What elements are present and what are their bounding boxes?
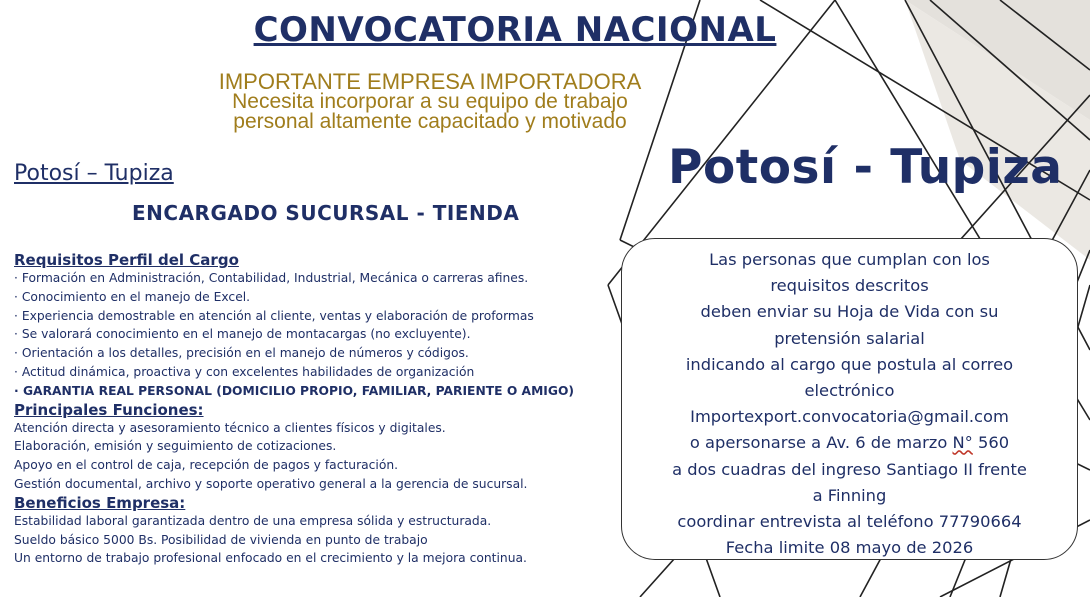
requirement-item: · Actitud dinámica, proactiva y con excelentes habilidades de organización [14, 363, 604, 382]
contact-email[interactable]: Importexport.convocatoria@gmail.com [690, 407, 1009, 427]
function-item: Apoyo en el control de caja, recepción de pagos y facturación. [14, 458, 399, 473]
benefit-item: Sueldo básico 5000 Bs. Posibilidad de vivienda en punto de trabajo [14, 532, 428, 547]
number-sign: N° [952, 433, 973, 453]
company-line-1: IMPORTANTE EMPRESA IMPORTADORA [218, 69, 642, 94]
function-item: Elaboración, emisión y seguimiento de cotizaciones. [14, 439, 337, 454]
company-line-3: personal altamente capacitado y motivado [233, 110, 627, 133]
function-item: Atención directa y asesoramiento técnico a clientes físicos y digitales. [14, 420, 446, 435]
job-title: ENCARGADO SUCURSAL - TIENDA [132, 201, 520, 225]
benefits-heading: Beneficios Empresa: [14, 493, 186, 512]
deadline: Fecha limite 08 mayo de 2026 [725, 538, 974, 558]
benefit-item: Un entorno de trabajo profesional enfocado en el crecimiento y la mejora continua. [14, 551, 527, 566]
page-title: CONVOCATORIA NACIONAL [253, 10, 777, 50]
location-label: Potosí – Tupiza [14, 161, 174, 186]
contact-phone: coordinar entrevista al teléfono 77790664 [677, 512, 1022, 532]
company-intro [170, 69, 690, 133]
job-details [14, 251, 604, 568]
info-line: Las personas que cumplan con los [709, 250, 990, 269]
info-line: requisitos descritos [770, 276, 929, 296]
address-prefix: o apersonarse a Av. 6 de marzo [689, 433, 953, 453]
requirement-item: · Se valorará conocimiento en el manejo de montacargas (no excluyente). [14, 325, 604, 344]
location-headline: Potosí - Tupiza [668, 140, 1063, 195]
requirement-item: · Experiencia demostrable en atención al cliente, ventas y elaboración de proformas [14, 307, 604, 326]
function-item: Gestión documental, archivo y soporte operativo general a la gerencia de sucursal. [14, 476, 528, 491]
requirements-heading: Requisitos Perfil del Cargo [14, 251, 239, 269]
benefit-item: Estabilidad laboral garantizada dentro de una empresa sólida y estructurada. [14, 513, 492, 528]
application-info-box [621, 238, 1078, 560]
requirement-item: · Conocimiento en el manejo de Excel. [14, 288, 604, 307]
requirement-item: · Orientación a los detalles, precisión en el manejo de números y códigos. [14, 344, 604, 363]
info-line: a dos cuadras del ingreso Santiago II frente [672, 459, 1027, 479]
info-line: indicando al cargo que postula al correo [685, 354, 1014, 374]
requirement-item-guarantee: · GARANTIA REAL PERSONAL (DOMICILIO PROPIO, FAMILIAR, PARIENTE O AMIGO) [14, 382, 604, 401]
address-number: 560 [972, 433, 1010, 453]
functions-heading: Principales Funciones: [14, 400, 204, 419]
company-line-2: Necesita incorporar a su equipo de trabajo [232, 90, 628, 113]
address-line [626, 430, 1073, 456]
info-line: pretensión salarial [774, 328, 925, 348]
info-line: deben enviar su Hoja de Vida con su [700, 302, 999, 322]
info-line: electrónico [804, 381, 895, 401]
requirement-item: · Formación en Administración, Contabilidad, Industrial, Mecánica o carreras afines. [14, 269, 604, 288]
info-line: a Finning [812, 485, 887, 505]
